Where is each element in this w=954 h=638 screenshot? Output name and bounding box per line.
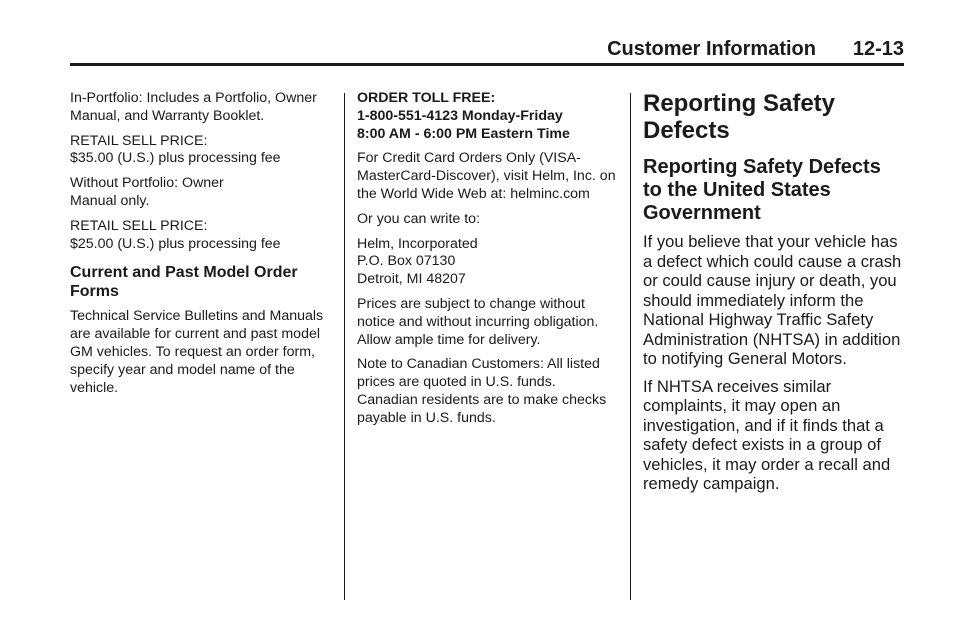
order-hours: 8:00 AM - 6:00 PM Eastern Time <box>357 125 570 142</box>
nhtsa-investigation-text: If NHTSA receives similar complaints, it may open an investigation, and if it finds that a safety defect exists in a group of vehicles, it may order a recall and remedy campaign. <box>643 376 891 493</box>
defect-report-text: If you believe that your vehicle has a defect which could cause a crash or could cause injury or death, you should immediately inform the National Highway Traffic Safety Administration (NHTSA) in addition to notifying General Motors. <box>643 232 902 368</box>
page-number: 12-13 <box>852 38 904 60</box>
order-phone: 1-800-551-4123 Monday-Friday <box>357 107 563 124</box>
order-line-1: ORDER TOLL FREE: <box>357 90 496 106</box>
column-divider-2 <box>630 93 631 600</box>
column-1 <box>70 90 332 404</box>
header-rule <box>70 63 904 66</box>
without-portfolio-description: Without Portfolio: Owner Manual only. <box>70 175 224 209</box>
section-title: Customer Information <box>607 38 816 60</box>
mailing-address: Helm, Incorporated P.O. Box 07130 Detroit, MI 48207 <box>357 235 478 288</box>
order-toll-free <box>357 90 619 143</box>
order-forms-heading: Current and Past Model Order Forms <box>70 264 298 301</box>
subsection-heading: Reporting Safety Defects to the United States Government <box>643 156 881 224</box>
column-divider-1 <box>344 93 345 600</box>
write-to-label: Or you can write to: <box>357 210 481 227</box>
page-header <box>70 38 904 62</box>
credit-card-orders: For Credit Card Orders Only (VISA-MasterCard-Discover), visit Helm, Inc. on the World Wide Web at: helminc.com <box>357 150 616 202</box>
canadian-note: Note to Canadian Customers: All listed prices are quoted in U.S. funds. Canadian residents are to make checks payable in U.S. funds. <box>357 356 607 426</box>
section-heading: Reporting Safety Defects <box>643 90 836 144</box>
price-with-portfolio: RETAIL SELL PRICE: $35.00 (U.S.) plus processing fee <box>70 132 281 167</box>
column-3 <box>643 90 905 502</box>
price-notice: Prices are subject to change without notice and without incurring obligation. Allow ample time for delivery. <box>357 295 599 348</box>
price-without-portfolio: RETAIL SELL PRICE: $25.00 (U.S.) plus processing fee <box>70 217 281 252</box>
portfolio-description: In-Portfolio: Includes a Portfolio, Owner Manual, and Warranty Booklet. <box>70 90 317 124</box>
column-2 <box>357 90 619 435</box>
order-forms-text: Technical Service Bulletins and Manuals are available for current and past model GM vehicles. To request an order form, specify year and model name of the vehicle. <box>70 308 324 396</box>
